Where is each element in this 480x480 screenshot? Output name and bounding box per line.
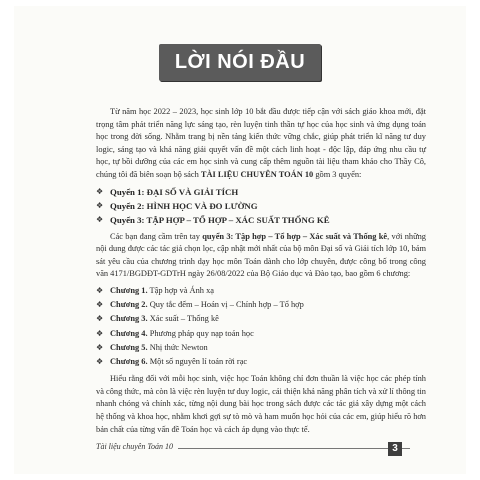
book-page — [14, 6, 466, 474]
diamond-outline-bullet-icon: ❖ — [96, 356, 104, 366]
diamond-bullet-icon: ❖ — [96, 186, 104, 196]
chapter-name: Một số nguyên lí toán rời rạc — [149, 356, 248, 366]
chapter-name: Phương pháp quy nạp toán học — [149, 328, 254, 338]
chapter-item — [96, 327, 426, 341]
chapter-label: Chương 1. — [110, 285, 148, 295]
p2-bold: quyển 3: Tập hợp – Tổ hợp – Xác suất và Thống kê — [202, 231, 388, 241]
footer-rule — [178, 448, 410, 449]
page-number: 3 — [388, 442, 402, 456]
diamond-outline-bullet-icon: ❖ — [96, 342, 104, 352]
chapter-item — [96, 284, 426, 298]
volume-label: Quyển 1: — [110, 186, 145, 197]
page-title: LỜI NÓI ĐẦU — [159, 44, 321, 81]
third-paragraph: Hiểu rằng đối với mỗi học sinh, việc học Toán không chỉ đơn thuần là việc học các phép tính và công thức, mà còn là việc rèn luyện tư duy logic, cải thiện khả năng phân tích và xử lí thông tin nhanh chóng và chính xác, từng nội dung bài học trong sách được các tác giả xây dựng một cách hệ thống và khoa học, nhằm khơi gợi sự tò mò và ham muốn học hỏi của các em, giúp hiểu rõ hơn bản chất của từng vấn đề Toán học và cách áp dụng vào thực tế. — [96, 374, 426, 434]
intro-end: gồm 3 quyển: — [315, 169, 362, 179]
diamond-bullet-icon: ❖ — [96, 200, 104, 210]
chapter-item — [96, 355, 426, 369]
volume-name: ĐẠI SỐ VÀ GIẢI TÍCH — [146, 186, 239, 197]
chapter-name: Quy tắc đếm – Hoán vị – Chỉnh hợp – Tổ hợp — [149, 300, 304, 310]
volume-label: Quyển 3: — [110, 214, 145, 225]
chapter-item — [96, 298, 426, 312]
chapter-item — [96, 312, 426, 326]
diamond-outline-bullet-icon: ❖ — [96, 314, 104, 324]
chapter-label: Chương 5. — [110, 342, 148, 352]
title-wrap — [14, 44, 466, 81]
volume-name: HÌNH HỌC VÀ ĐO LƯỜNG — [146, 200, 258, 211]
volume-item — [96, 185, 426, 199]
chapter-label: Chương 4. — [110, 328, 148, 338]
second-paragraph — [96, 231, 426, 281]
diamond-bullet-icon: ❖ — [96, 214, 104, 224]
intro-bold: TÀI LIỆU CHUYÊN TOÁN 10 — [200, 169, 314, 179]
diamond-outline-bullet-icon: ❖ — [96, 328, 104, 338]
chapter-label: Chương 6. — [110, 356, 148, 366]
diamond-outline-bullet-icon: ❖ — [96, 300, 104, 310]
volume-item — [96, 213, 426, 227]
chapter-name: Nhị thức Newton — [149, 342, 208, 352]
chapter-list — [96, 284, 426, 369]
chapter-name: Xác suất – Thống kê — [149, 314, 219, 324]
volume-item — [96, 199, 426, 213]
volume-list — [96, 185, 426, 227]
chapter-item — [96, 341, 426, 355]
intro-paragraph — [96, 106, 426, 182]
chapter-label: Chương 2. — [110, 300, 148, 310]
p2-start: Các bạn đang cầm trên tay — [110, 231, 200, 241]
chapter-label: Chương 3. — [110, 314, 148, 324]
intro-text: Từ năm học 2022 – 2023, học sinh lớp 10 bắt đầu được tiếp cận với sách giáo khoa mới, đặt trọng tâm phát triển năng lực sáng tạo, rèn luyện tinh thần tự học của học sinh và ứng dụng toán học trong đời sống. Nhằm trang bị nền tảng kiến thức vững chắc, giúp phát triển kĩ năng tư duy logic, sáng tạo và khả năng giải quyết vấn đề một cách linh hoạt - độc lập, đáp ứng nhu cầu tự học, tự bồi dưỡng của các em học sinh và cung cấp thêm nguồn tài liệu tham khảo cho Thầy Cô, chúng tôi đã biên soạn bộ sách — [96, 107, 426, 179]
chapter-name: Tập hợp và Ánh xạ — [149, 285, 214, 295]
footer-title: Tài liệu chuyên Toán 10 — [96, 442, 174, 451]
volume-label: Quyển 2: — [110, 200, 145, 211]
diamond-outline-bullet-icon: ❖ — [96, 285, 104, 295]
page-body — [96, 106, 426, 436]
volume-name: TẬP HỢP – TỔ HỢP – XÁC SUẤT THỐNG KÊ — [146, 214, 330, 225]
p2-rest: , với những nội dung được các tác giả chọn lọc, cập nhật mới nhất của bộ môn Đại số và Giải tích lớp 10, bám sát yêu cầu của chương trình dạy học môn Toán dành cho lớp chuyên, được công bố trong công văn 4171/BGDĐT-GDTrH ngày 26/08/2022 của Bộ Giáo dục và Đào tạo, bao gồm 6 chương: — [96, 231, 426, 279]
page-footer — [96, 442, 410, 457]
